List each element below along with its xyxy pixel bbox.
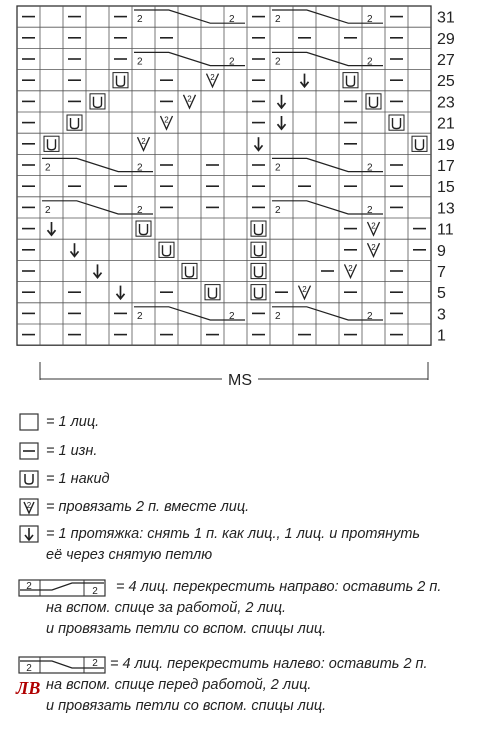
k2tog-stitch-number: 2 [187, 94, 192, 104]
row-number: 29 [437, 30, 455, 48]
legend-pulled-line2: её через снятую петлю [46, 547, 213, 563]
watermark-stamp-text: ЛВ [16, 678, 41, 698]
legend-yo [46, 469, 110, 490]
legend-cable-left [46, 654, 428, 717]
knit-symbol-icon [19, 413, 39, 431]
legend-cable-left-line3: и провязать петли со вспом. спицы лиц. [46, 698, 327, 714]
cable-right-num-left: 2 [26, 581, 32, 592]
cable-number: 2 [367, 205, 373, 216]
watermark-stamp [16, 678, 40, 699]
legend-k2tog-text: = провязать 2 п. вместе лиц. [46, 499, 250, 515]
cable-number: 2 [275, 311, 281, 322]
cable-number: 2 [45, 162, 51, 174]
cable-left-num-right: 2 [92, 658, 98, 669]
k2tog-stitch-number: 2 [141, 136, 146, 146]
legend-cable-right-line1: = 4 лиц. перекрестить направо: оставить 2 п. [116, 579, 442, 595]
legend-pulled [46, 524, 420, 566]
pulled-stitch-symbol-icon [19, 525, 39, 543]
legend-purl [46, 441, 97, 462]
row-number: 1 [437, 327, 446, 345]
row-number: 27 [437, 52, 455, 69]
row-number: 11 [437, 221, 454, 239]
row-number: 21 [437, 115, 455, 133]
legend-k2tog [46, 497, 249, 518]
legend-knit [46, 412, 99, 433]
cable-left-num-left: 2 [26, 663, 32, 674]
row-number: 9 [437, 242, 446, 260]
k2tog-symbol-icon [19, 498, 39, 516]
k2tog-stitch-number: 2 [371, 221, 376, 231]
cable-number: 2 [137, 205, 143, 216]
cable-number: 2 [137, 311, 143, 322]
row-numbers [437, 10, 455, 345]
cable-number: 2 [137, 162, 143, 174]
k2tog-stitch-number: 2 [348, 264, 353, 273]
legend-cable-left-line2: на вспом. спице перед работой, 2 лиц. [46, 677, 312, 693]
cable-number: 2 [137, 14, 143, 26]
cable-right-num-right: 2 [92, 586, 98, 597]
k2tog-stitch-number: 2 [302, 285, 307, 295]
cable-number: 2 [137, 56, 143, 68]
legend-pulled-line1: = 1 протяжка: снять 1 п. как лиц., 1 лиц. и протянуть [46, 526, 421, 542]
cable-number: 2 [367, 311, 373, 322]
row-number: 13 [437, 200, 455, 218]
row-number: 15 [437, 179, 455, 197]
cable-number: 2 [275, 56, 281, 68]
cable-number: 2 [367, 14, 373, 26]
row-number: 19 [437, 136, 455, 154]
legend-yo-text: = 1 накид [46, 471, 110, 487]
row-number: 25 [437, 73, 455, 91]
k2tog-stitch-number: 2 [210, 73, 215, 83]
cable-number: 2 [275, 205, 281, 216]
row-number: 5 [437, 285, 446, 303]
legend-purl-text: = 1 изн. [46, 443, 98, 459]
cable-number: 2 [45, 205, 51, 216]
row-number: 23 [437, 94, 455, 112]
row-number: 31 [437, 9, 455, 27]
row-number: 3 [437, 306, 446, 324]
k2tog-stitch-number: 2 [164, 115, 169, 125]
cable-number: 2 [367, 162, 373, 174]
legend-knit-text: = 1 лиц. [46, 414, 100, 430]
legend-cable-right-line3: и провязать петли со вспом. спицы лиц. [46, 621, 327, 637]
k2tog-number: 2 [26, 501, 32, 510]
legend-cable-right-line2: на вспом. спице за работой, 2 лиц. [46, 600, 287, 616]
cable-number: 2 [229, 56, 235, 68]
purl-symbol-icon [19, 442, 39, 460]
cable-number: 2 [229, 311, 235, 322]
repeat-bracket [40, 362, 428, 389]
legend-cable-right [46, 577, 441, 640]
cable-number: 2 [367, 56, 373, 68]
repeat-label: MS [228, 372, 252, 389]
row-number: 7 [437, 264, 446, 281]
yarn-over-symbol-icon [19, 470, 39, 488]
k2tog-stitch-number: 2 [371, 242, 376, 252]
row-number: 17 [437, 158, 455, 175]
cable-number: 2 [229, 14, 235, 26]
cable-number: 2 [275, 14, 281, 26]
legend-cable-left-line1: = 4 лиц. перекрестить налево: оставить 2 п. [110, 656, 428, 672]
cable-number: 2 [275, 162, 281, 174]
